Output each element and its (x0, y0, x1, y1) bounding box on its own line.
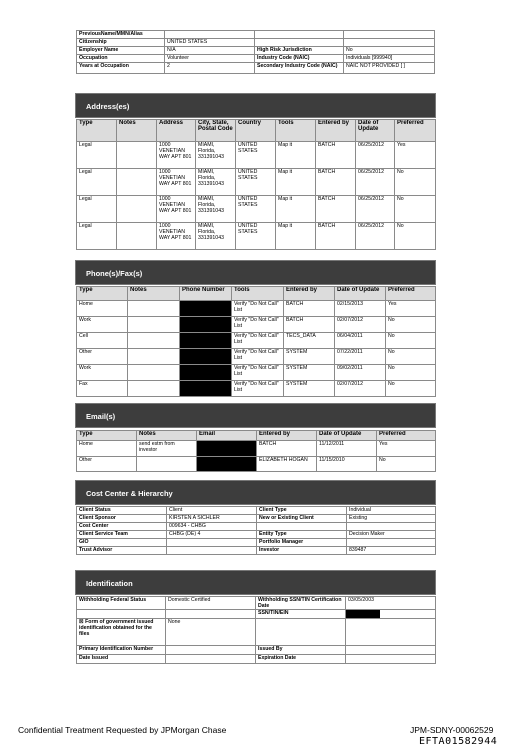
field-label (255, 31, 344, 39)
column-header: Tools (232, 287, 284, 301)
phone-notes (128, 349, 180, 365)
field-value: 009634 - CHBG (167, 523, 257, 531)
field-value: Individuals [999940] (344, 55, 435, 63)
ssn-redaction (346, 610, 380, 618)
column-header: Type (77, 431, 137, 441)
phone-row (77, 333, 436, 349)
phone-preferred: No (386, 365, 436, 381)
address-address: 1000 VENETIAN WAY APT 801 (157, 223, 196, 250)
address-country: UNITED STATES (236, 196, 276, 223)
phone-type: Other (77, 349, 128, 365)
field-label: Citizenship (77, 39, 165, 47)
field-value (344, 39, 435, 47)
withholding-status-value: Domestic Certified (166, 597, 256, 610)
cost-center-section-header (75, 480, 436, 505)
phone-row (77, 381, 436, 397)
expiration-date-label: Expiration Date (256, 655, 346, 664)
field-value (347, 539, 436, 547)
field-value: Decision Maker (347, 531, 436, 539)
column-header: Country (236, 120, 276, 142)
verify-do-not-call-link[interactable]: Verify "Do Not Call" List (232, 301, 284, 317)
phone-notes (128, 317, 180, 333)
identification-section-title: Identification (86, 579, 133, 588)
phone-notes (128, 365, 180, 381)
phone-number-redaction (180, 333, 231, 348)
cost-center-row (77, 539, 436, 547)
address-country: UNITED STATES (236, 169, 276, 196)
address-country: UNITED STATES (236, 142, 276, 169)
address-city: MIAMI, Florida, 331391043 (196, 142, 236, 169)
email-section-title: Email(s) (86, 412, 116, 421)
email-date-of-update: 11/12/2011 (317, 441, 377, 457)
issued-by-label: Issued By (256, 646, 346, 655)
field-label: Client Status (77, 507, 167, 515)
phone-type: Work (77, 317, 128, 333)
top-info-row (77, 47, 435, 55)
email-preferred: No (377, 457, 436, 472)
phone-row (77, 365, 436, 381)
field-value: NAIC NOT PROVIDED [ ] (344, 63, 435, 74)
field-value: UNITED STATES (165, 39, 255, 47)
phone-notes (128, 301, 180, 317)
field-label: Occupation (77, 55, 165, 63)
field-label: New or Existing Client (257, 515, 347, 523)
ssn-cert-date-label: Withholding SSN/TIN Certification Date (256, 597, 346, 610)
verify-do-not-call-link[interactable]: Verify "Do Not Call" List (232, 349, 284, 365)
phone-row (77, 317, 436, 333)
phone-entered-by: BATCH (284, 301, 335, 317)
address-date: 06/25/2012 (356, 196, 395, 223)
field-value: KIRSTEN A SICHLER (167, 515, 257, 523)
top-info-row (77, 31, 435, 39)
field-value: Volunteer (165, 55, 255, 63)
phone-section-header (75, 260, 436, 285)
identification-table (76, 596, 436, 664)
address-date: 06/25/2012 (356, 223, 395, 250)
address-date: 06/25/2012 (356, 142, 395, 169)
email-section-header (75, 403, 436, 428)
address-row (77, 196, 436, 223)
field-label: High Risk Jurisdiction (255, 47, 344, 55)
phone-entered-by: SYSTEM (284, 349, 335, 365)
email-notes: send estm from investor (137, 441, 197, 457)
column-header: Notes (117, 120, 157, 142)
map-it-link[interactable]: Map it (276, 142, 316, 169)
phone-type: Home (77, 301, 128, 317)
phone-number-redaction (180, 349, 231, 364)
date-issued-label: Date Issued (77, 655, 166, 664)
column-header: Notes (137, 431, 197, 441)
top-info-row (77, 55, 435, 63)
cost-center-row (77, 547, 436, 555)
field-label: GIO (77, 539, 167, 547)
address-type: Legal (77, 169, 117, 196)
address-row (77, 223, 436, 250)
top-info-row (77, 39, 435, 47)
column-header: Type (77, 120, 117, 142)
phone-notes (128, 333, 180, 349)
phone-number-redaction (180, 381, 231, 396)
field-value (347, 523, 436, 531)
phone-entered-by: BATCH (284, 317, 335, 333)
address-type: Legal (77, 142, 117, 169)
field-label (255, 39, 344, 47)
form-of-id-label: Form of government issued identification obtained for the files (79, 619, 154, 637)
form-of-id-value: None (166, 619, 256, 646)
address-entered: BATCH (316, 169, 356, 196)
address-type: Legal (77, 196, 117, 223)
address-notes (117, 142, 157, 169)
phone-date-of-update: 02/15/2013 (335, 301, 386, 317)
field-label: Investor (257, 547, 347, 555)
phone-row (77, 301, 436, 317)
map-it-link[interactable]: Map it (276, 169, 316, 196)
field-label: Entity Type (257, 531, 347, 539)
phone-type: Cell (77, 333, 128, 349)
field-value (344, 31, 435, 39)
column-header: Entered by (257, 431, 317, 441)
column-header: Preferred (377, 431, 436, 441)
phone-preferred: No (386, 349, 436, 365)
email-type: Other (77, 457, 137, 472)
email-address-redaction (197, 441, 256, 456)
cost-center-section-title: Cost Center & Hierarchy (86, 489, 173, 498)
phone-row (77, 349, 436, 365)
email-address-redaction (197, 457, 256, 471)
phone-date-of-update: 09/02/2011 (335, 365, 386, 381)
email-preferred: Yes (377, 441, 436, 457)
field-value: CHBG (DE) 4 (167, 531, 257, 539)
phone-preferred: No (386, 317, 436, 333)
phone-preferred: Yes (386, 301, 436, 317)
column-header: Date of Update (356, 120, 395, 142)
address-notes (117, 169, 157, 196)
field-label: Client Sponsor (77, 515, 167, 523)
column-header: Preferred (395, 120, 436, 142)
field-value: 839487 (347, 547, 436, 555)
field-label (257, 523, 347, 531)
field-label: Trust Advisor (77, 547, 167, 555)
email-row (77, 457, 436, 472)
address-preferred: No (395, 169, 436, 196)
form-checkbox-icon: ☒ (79, 619, 84, 625)
email-type: Home (77, 441, 137, 457)
field-label: Secondary Industry Code (NAIC) (255, 63, 344, 74)
address-address: 1000 VENETIAN WAY APT 801 (157, 196, 196, 223)
address-notes (117, 196, 157, 223)
address-address: 1000 VENETIAN WAY APT 801 (157, 169, 196, 196)
footer-doc-id: JPM-SDNY-00062529 (410, 725, 494, 735)
footer-bates-number: EFTA01582944 (419, 736, 498, 747)
phone-section-title: Phone(s)/Fax(s) (86, 269, 143, 278)
address-address: 1000 VENETIAN WAY APT 801 (157, 142, 196, 169)
address-entered: BATCH (316, 223, 356, 250)
column-header: Type (77, 287, 128, 301)
address-date: 06/25/2012 (356, 169, 395, 196)
map-it-link[interactable]: Map it (276, 196, 316, 223)
map-it-link[interactable]: Map it (276, 223, 316, 250)
address-preferred: Yes (395, 142, 436, 169)
phone-type: Fax (77, 381, 128, 397)
address-row (77, 169, 436, 196)
cost-center-row (77, 507, 436, 515)
phone-date-of-update: 06/04/2011 (335, 333, 386, 349)
cost-center-row (77, 523, 436, 531)
field-label: PreviousName/MMN/Alias (77, 31, 165, 39)
field-label: Years at Occupation (77, 63, 165, 74)
address-type: Legal (77, 223, 117, 250)
phone-entered-by: SYSTEM (284, 365, 335, 381)
email-notes (137, 457, 197, 472)
column-header: Notes (128, 287, 180, 301)
column-header: City, State, Postal Code (196, 120, 236, 142)
phone-entered-by: SYSTEM (284, 381, 335, 397)
field-label: Employer Name (77, 47, 165, 55)
cost-center-row (77, 531, 436, 539)
field-value: N/A (165, 47, 255, 55)
primary-id-label: Primary Identification Number (77, 646, 166, 655)
verify-do-not-call-link[interactable]: Verify "Do Not Call" List (232, 333, 284, 349)
phone-type: Work (77, 365, 128, 381)
phone-table (76, 286, 436, 397)
address-section-header (75, 93, 436, 118)
field-value: Client (167, 507, 257, 515)
verify-do-not-call-link[interactable]: Verify "Do Not Call" List (232, 381, 284, 397)
field-label: Industry Code (NAIC) (255, 55, 344, 63)
address-city: MIAMI, Florida, 331391043 (196, 169, 236, 196)
field-label: Client Type (257, 507, 347, 515)
footer-confidential: Confidential Treatment Requested by JPMorgan Chase (18, 725, 227, 735)
cost-center-table (76, 506, 436, 555)
field-value: Existing (347, 515, 436, 523)
column-header: Address (157, 120, 196, 142)
address-table (76, 119, 436, 250)
phone-preferred: No (386, 333, 436, 349)
phone-notes (128, 381, 180, 397)
field-label: Client Service Team (77, 531, 167, 539)
field-value: 2 (165, 63, 255, 74)
cost-center-row (77, 515, 436, 523)
field-value (165, 31, 255, 39)
phone-date-of-update: 02/07/2012 (335, 317, 386, 333)
address-preferred: No (395, 223, 436, 250)
ssn-cert-date-value: 03/05/2003 (346, 597, 436, 610)
email-table (76, 430, 436, 472)
phone-number-redaction (180, 365, 231, 380)
verify-do-not-call-link[interactable]: Verify "Do Not Call" List (232, 365, 284, 381)
email-row (77, 441, 436, 457)
address-notes (117, 223, 157, 250)
column-header: Date of Update (335, 287, 386, 301)
top-info-table (76, 30, 435, 74)
phone-preferred: No (386, 381, 436, 397)
address-city: MIAMI, Florida, 331391043 (196, 223, 236, 250)
identification-section-header (75, 570, 436, 595)
address-country: UNITED STATES (236, 223, 276, 250)
column-header: Email (197, 431, 257, 441)
phone-number-redaction (180, 317, 231, 332)
column-header: Preferred (386, 287, 436, 301)
address-entered: BATCH (316, 196, 356, 223)
address-preferred: No (395, 196, 436, 223)
address-entered: BATCH (316, 142, 356, 169)
address-city: MIAMI, Florida, 331391043 (196, 196, 236, 223)
ssn-label: SSN/TIN/EIN (256, 610, 346, 619)
field-value (167, 539, 257, 547)
phone-date-of-update: 07/22/2011 (335, 349, 386, 365)
field-value: Individual (347, 507, 436, 515)
column-header: Tools (276, 120, 316, 142)
email-date-of-update: 11/15/2010 (317, 457, 377, 472)
address-section-title: Address(es) (86, 102, 130, 111)
field-value (167, 547, 257, 555)
phone-entered-by: TECS_DATA (284, 333, 335, 349)
field-label: Cost Center (77, 523, 167, 531)
column-header: Entered by (284, 287, 335, 301)
withholding-status-label: Withholding Federal Status (77, 597, 166, 610)
address-row (77, 142, 436, 169)
verify-do-not-call-link[interactable]: Verify "Do Not Call" List (232, 317, 284, 333)
email-entered-by: ELIZABETH HOGAN (257, 457, 317, 472)
field-label: Portfolio Manager (257, 539, 347, 547)
top-info-row (77, 63, 435, 74)
column-header: Entered by (316, 120, 356, 142)
email-entered-by: BATCH (257, 441, 317, 457)
field-value: No (344, 47, 435, 55)
phone-number-redaction (180, 301, 231, 316)
column-header: Phone Number (180, 287, 232, 301)
phone-date-of-update: 02/07/2012 (335, 381, 386, 397)
column-header: Date of Update (317, 431, 377, 441)
